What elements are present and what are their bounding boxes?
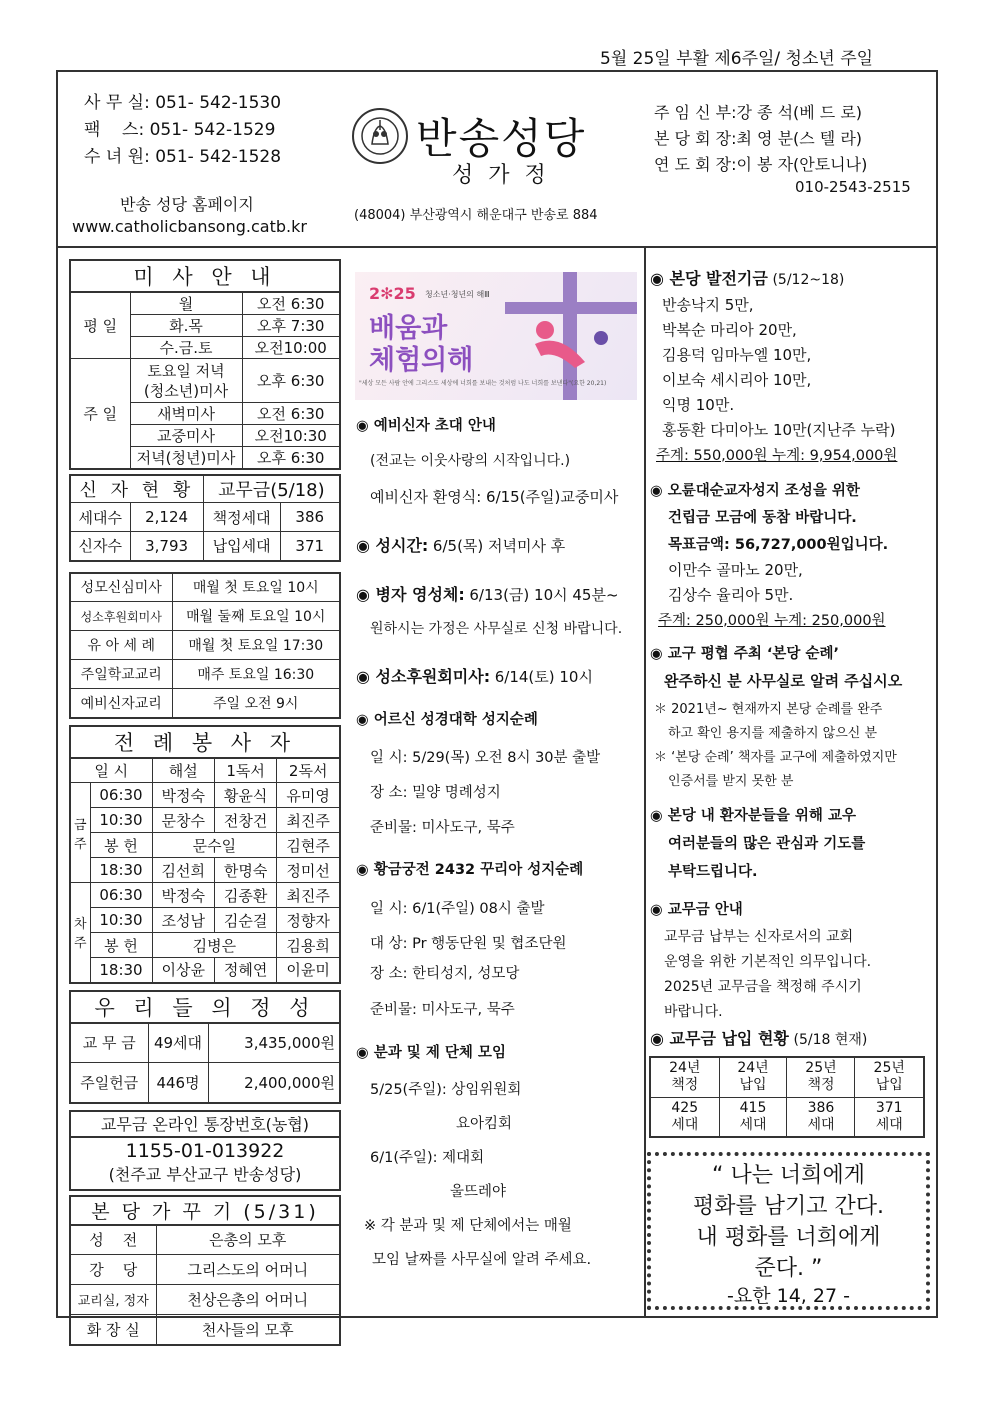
monthly-schedule-table [69, 572, 341, 719]
schedule-name: 주일학교교리 [70, 660, 172, 689]
dues-guide-line: 운영을 위한 기본적인 의무입니다. [664, 954, 872, 970]
stat-value: 371 [280, 532, 340, 561]
notice-title: ◉ 어르신 성경대학 성지순례 [356, 712, 538, 728]
church-name: 반송성당 [416, 114, 587, 163]
col-header: 1독서 [214, 758, 276, 783]
dues-guide-line: 바랍니다. [664, 1004, 723, 1020]
scripture-quote-box [647, 1152, 930, 1310]
decor-place: 강 당 [70, 1255, 156, 1285]
mass-schedule-table [69, 259, 341, 470]
middle-notices-lower [356, 962, 641, 1282]
stat-label: 책정세대 [203, 503, 280, 532]
staff-list [654, 100, 867, 178]
offering-label: 주일헌금 [70, 1063, 148, 1103]
contact-list [84, 90, 281, 171]
offering-count: 446명 [148, 1063, 208, 1103]
notice-line: 장 소: 밀양 명례성지 [370, 785, 501, 801]
notice-line: 5/25(주일): 상임위원회 [370, 1082, 522, 1098]
slot-time: 18:30 [90, 958, 152, 983]
dues-status-table [649, 1056, 925, 1138]
weekday-label: 평 일 [70, 292, 130, 359]
notice-line: 울뜨레야 [450, 1184, 507, 1200]
schedule-when: 매월 둘째 토요일 10시 [172, 602, 340, 631]
stat-label: 세대수 [70, 503, 130, 532]
offering-amount: 2,400,000원 [208, 1063, 340, 1103]
col-header: 일 시 [70, 758, 152, 783]
stat-label: 신자수 [70, 532, 130, 561]
staff-president: 본 당 회 장:최 영 분(스 텔 라) [654, 129, 863, 148]
issue-date: 5월 25일 부활 제6주일/ 청소년 주일 [600, 49, 874, 69]
middle-notices [356, 414, 641, 974]
server-name: 김현주 [277, 833, 340, 858]
dues-title: 교무금(5/18) [203, 475, 340, 503]
mass-name: 토요일 저녁 (청소년)미사 [130, 359, 242, 403]
donor-line: 김상수 율리아 5만. [668, 586, 794, 604]
schedule-when: 매월 첫 토요일 17:30 [172, 631, 340, 660]
server-name: 박정숙 [152, 883, 214, 908]
mass-time: 오후 6:30 [242, 447, 340, 470]
patients-line: 여러분들의 많은 관심과 기도를 [668, 836, 866, 852]
staff-vp: 연 도 회 장:이 봉 자(안토니나) [654, 155, 868, 174]
notice-line: 예비신자 환영식: 6/15(주일)교중미사 [370, 488, 619, 506]
dues-value: 371 세대 [855, 1097, 924, 1137]
believers-title: 신 자 현 황 [70, 475, 203, 503]
server-name: 문수일 [152, 833, 277, 858]
staff-pastor: 주 임 신 부:강 종 석(베 드 로) [654, 103, 863, 122]
contact-fax: 팩 스: 051- 542-1529 [84, 120, 276, 140]
slot-time: 06:30 [90, 883, 152, 908]
server-name: 조성남 [152, 908, 214, 933]
server-name: 이상윤 [152, 958, 214, 983]
server-name: 유미영 [277, 783, 340, 808]
schedule-when: 매월 첫 토요일 10시 [172, 573, 340, 602]
pilgrimage-line: 완주하신 분 사무실로 알려 주십시오 [664, 672, 903, 690]
decor-title: 본 당 가 꾸 기 (5/31) [70, 1196, 340, 1225]
decor-group: 천사들의 모후 [156, 1315, 340, 1345]
next-week-label: 차 주 [70, 883, 90, 983]
sunday-label: 주 일 [70, 359, 130, 470]
donor-line: 이만수 골마노 20만, [668, 561, 803, 579]
youth-year-banner [355, 272, 637, 400]
col-header: 2독서 [277, 758, 340, 783]
banner-small: 청소년·청년의 해Ⅲ [425, 290, 490, 299]
mass-time: 오후 6:30 [242, 359, 340, 403]
notice-vocation-mass: ◉ 성소후원회미사: 6/14(토) 10시 [356, 667, 593, 686]
offering-count: 49세대 [148, 1023, 208, 1063]
banner-line1: 배움과 [369, 313, 448, 344]
mass-time: 오전 6:30 [242, 403, 340, 425]
offering-title: 우 리 들 의 정 성 [70, 991, 340, 1023]
dues-guide-line: 교무금 납부는 신자로서의 교회 [664, 929, 854, 945]
notice-line: 일 시: 6/1(주일) 08시 출발 [370, 901, 545, 917]
column-divider [644, 248, 646, 1318]
fund-heading: ◉ 본당 발전기금 (5/12~18) [650, 269, 845, 288]
account-title: 교무금 온라인 통장번호(농협) [70, 1111, 340, 1137]
shrine-title: ◉ 오륜대순교자성지 조성을 위한 [650, 483, 860, 499]
notice-line: 일 시: 5/29(목) 오전 8시 30분 출발 [370, 750, 601, 766]
schedule-name: 유 아 세 례 [70, 631, 172, 660]
homepage-link[interactable]: www.catholicbansong.catb.kr [72, 217, 307, 236]
slot-time: 06:30 [90, 783, 152, 808]
mass-name: 교중미사 [130, 425, 242, 447]
mass-name: 월 [130, 292, 242, 315]
schedule-name: 예비신자교리 [70, 689, 172, 718]
believers-table [69, 474, 341, 562]
donor-line: 이보숙 세시리아 10만, [662, 371, 812, 389]
dues-guide-title: ◉ 교무금 안내 [650, 902, 743, 918]
server-name: 전창건 [214, 808, 276, 833]
decor-place: 성 전 [70, 1225, 156, 1255]
church-logo-icon [352, 108, 408, 164]
dues-value: 386 세대 [787, 1097, 855, 1137]
schedule-name: 성모신심미사 [70, 573, 172, 602]
notice-sick-communion: ◉ 병자 영성체: 6/13(금) 10시 45분~ [356, 585, 619, 604]
quote-line: 준다. ” [754, 1256, 823, 1281]
server-name: 김순걸 [214, 908, 276, 933]
server-name: 한명숙 [214, 858, 276, 883]
banner-caption: "세상 모든 사람 안에 그리스도 세상에 너희를 보내는 것처럼 나도 너희를 보낸다"(요한 20,21) [359, 380, 607, 387]
mass-time: 오후 7:30 [242, 315, 340, 337]
servers-table [69, 725, 341, 984]
server-name: 정미선 [277, 858, 340, 883]
slot-time: 18:30 [90, 858, 152, 883]
mass-time: 오전10:00 [242, 337, 340, 359]
donor-line: 홍동환 다미아노 10만(지난주 누락) [662, 421, 896, 439]
notice-title: ◉ 예비신자 초대 안내 [356, 418, 496, 434]
notice-line: 준비물: 미사도구, 묵주 [370, 820, 515, 836]
notice-line: 장 소: 한티성지, 성모당 [370, 966, 520, 982]
dues-col-header: 25년 책정 [787, 1057, 855, 1097]
quote-line: 내 평화를 너희에게 [696, 1225, 881, 1250]
quote-source: -요한 14, 27 - [727, 1285, 850, 1307]
contact-convent: 수 녀 원: 051- 542-1528 [84, 147, 282, 167]
header [56, 72, 938, 248]
donor-line: 반송낙지 5만, [662, 296, 754, 314]
account-owner: (천주교 부산교구 반송성당) [108, 1164, 302, 1184]
shrine-target: 목표금액: 56,727,000원입니다. [668, 537, 889, 553]
server-name: 김병은 [152, 933, 277, 958]
schedule-when: 매주 토요일 16:30 [172, 660, 340, 689]
stat-value: 386 [280, 503, 340, 532]
fund-total: 주계: 550,000원 누계: 9,954,000원 [656, 448, 898, 464]
offering-table [69, 990, 341, 1104]
offering-amount: 3,435,000원 [208, 1023, 340, 1063]
decor-place: 교리실, 정자 [70, 1285, 156, 1315]
decor-group: 그리스도의 어머니 [156, 1255, 340, 1285]
banner-line2: 체험의해 [369, 345, 474, 376]
slot-time: 10:30 [90, 908, 152, 933]
notice-line: 대 상: Pr 행동단원 및 협조단원 [370, 936, 567, 952]
col-header: 해설 [152, 758, 214, 783]
left-column [69, 259, 341, 1346]
server-name: 최진주 [277, 883, 340, 908]
pilgrimage-note: ＊ 2021년~ 현재까지 본당 순례를 완주 [654, 702, 883, 717]
slot-time: 10:30 [90, 808, 152, 833]
patients-title: ◉ 본당 내 환자분들을 위해 교우 [650, 808, 856, 824]
pilgrimage-note: 하고 확인 용지를 제출하지 않으신 분 [668, 726, 878, 741]
slot-time: 봉 헌 [90, 833, 152, 858]
notice-line: (전교는 이웃사랑의 시작입니다.) [370, 453, 571, 469]
server-name: 정혜연 [214, 958, 276, 983]
server-name: 김용희 [277, 933, 340, 958]
dues-status-table-wrap [649, 1056, 925, 1138]
decor-table [69, 1195, 341, 1346]
decor-place: 화 장 실 [70, 1315, 156, 1345]
dues-col-header: 24년 납입 [719, 1057, 787, 1097]
dues-status-heading: ◉ 교무금 납입 현황 (5/18 현재) [650, 1029, 868, 1048]
right-notices [650, 266, 934, 1066]
servers-title: 전 례 봉 사 자 [70, 726, 340, 758]
mass-time: 오전 6:30 [242, 292, 340, 315]
stat-value: 2,124 [130, 503, 203, 532]
mass-time: 오전10:30 [242, 425, 340, 447]
server-name: 박정숙 [152, 783, 214, 808]
mass-name: 새벽미사 [130, 403, 242, 425]
pilgrimage-title: ◉ 교구 평협 주최 ‘본당 순례’ [650, 646, 839, 662]
donor-line: 익명 10만. [662, 396, 735, 414]
notice-line: 요아킴회 [456, 1116, 513, 1132]
address: (48004) 부산광역시 해운대구 반송로 884 [354, 208, 598, 223]
pilgrimage-note: ＊ ‘본당 순례’ 책자를 교구에 제출하였지만 [654, 750, 897, 765]
notice-line: 준비물: 미사도구, 묵주 [370, 1002, 515, 1018]
shrine-line: 건립금 모금에 동참 바랍니다. [668, 510, 857, 526]
notice-line: 원하시는 가정은 사무실로 신청 바랍니다. [370, 621, 623, 637]
donor-line: 박복순 마리아 20만, [662, 321, 797, 339]
dues-value: 415 세대 [719, 1097, 787, 1137]
notice-holy-hour: ◉ 성시간: 6/5(목) 저녁미사 후 [356, 536, 566, 555]
notice-line: ※ 각 분과 및 제 단체에서는 매월 [364, 1218, 572, 1234]
quote-line: “ 나는 너희에게 [712, 1163, 865, 1188]
decor-group: 천상은총의 어머니 [156, 1285, 340, 1315]
dues-col-header: 24년 책정 [650, 1057, 719, 1097]
stat-label: 납입세대 [203, 532, 280, 561]
shrine-total: 주계: 250,000원 누계: 250,000원 [658, 613, 886, 629]
slot-time: 봉 헌 [90, 933, 152, 958]
mass-name: 화.목 [130, 315, 242, 337]
donor-line: 김용덕 임마누엘 10만, [662, 346, 812, 364]
mass-name: 수.금.토 [130, 337, 242, 359]
server-name: 황윤식 [214, 783, 276, 808]
patients-line: 부탁드립니다. [668, 864, 758, 880]
contact-office: 사 무 실: 051- 542-1530 [84, 93, 282, 113]
notice-line: 모임 날짜를 사무실에 알려 주세요. [372, 1252, 592, 1268]
server-name: 최진주 [277, 808, 340, 833]
schedule-when: 주일 오전 9시 [172, 689, 340, 718]
banner-year: 2✻25 [369, 284, 416, 303]
stat-value: 3,793 [130, 532, 203, 561]
homepage-label: 반송 성당 홈페이지 [120, 195, 254, 214]
this-week-label: 금 주 [70, 783, 90, 883]
server-name: 김선희 [152, 858, 214, 883]
server-name: 정향자 [277, 908, 340, 933]
mass-title: 미 사 안 내 [70, 260, 340, 292]
server-name: 문창수 [152, 808, 214, 833]
account-table [69, 1110, 341, 1191]
account-number[interactable]: 1155-01-013922 [125, 1139, 285, 1162]
server-name: 김종환 [214, 883, 276, 908]
mass-name: 저녁(청년)미사 [130, 447, 242, 470]
decor-group: 은총의 모후 [156, 1225, 340, 1255]
notice-line: 6/1(주일): 제대회 [370, 1150, 485, 1166]
phone: 010-2543-2515 [795, 178, 911, 196]
parish-subtitle: 성 가 정 [452, 163, 550, 188]
server-name: 이윤미 [277, 958, 340, 983]
schedule-name: 성소후원회미사 [70, 602, 172, 631]
notice-title: ◉ 황금궁전 2432 꾸리아 성지순례 [356, 862, 584, 878]
dues-col-header: 25년 납입 [855, 1057, 924, 1097]
dues-value: 425 세대 [650, 1097, 719, 1137]
notice-title: ◉ 분과 및 제 단체 모임 [356, 1045, 506, 1061]
pilgrimage-note: 인증서를 받지 못한 분 [668, 774, 794, 789]
quote-line: 평화를 남기고 간다. [693, 1194, 884, 1219]
offering-label: 교 무 금 [70, 1023, 148, 1063]
dues-guide-line: 2025년 교무금을 책정해 주시기 [664, 979, 862, 995]
